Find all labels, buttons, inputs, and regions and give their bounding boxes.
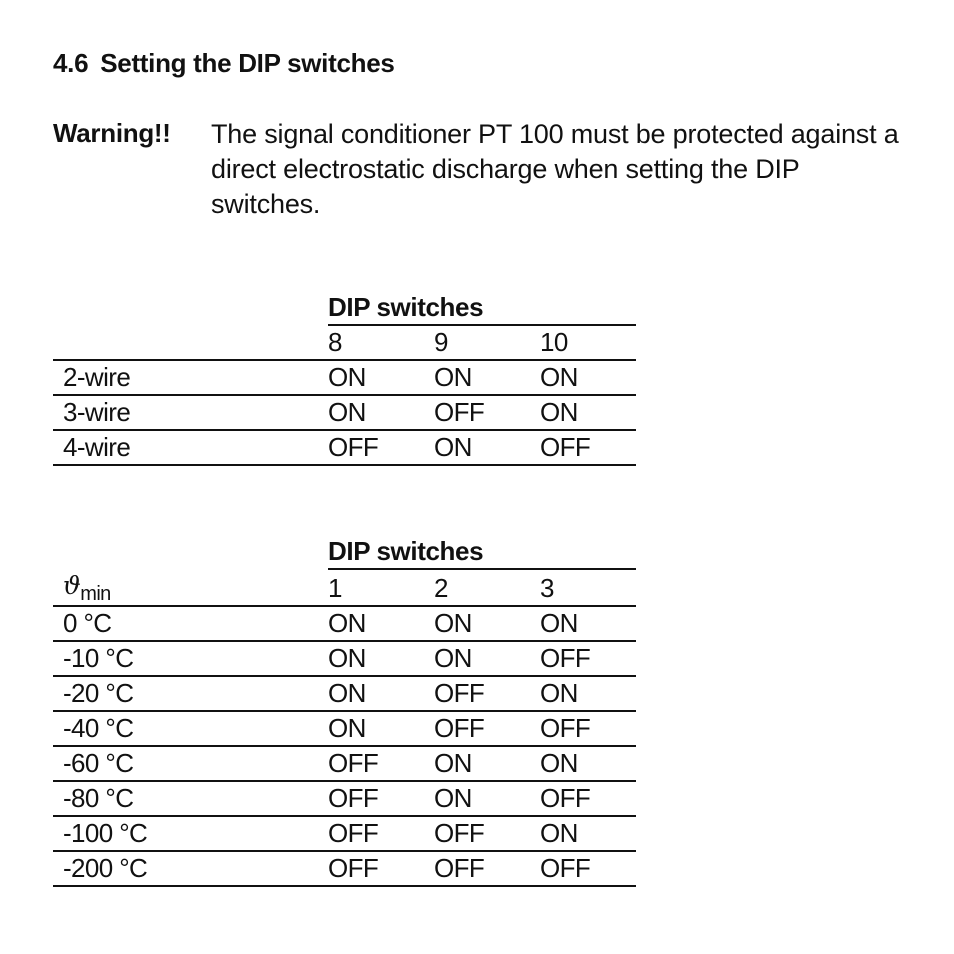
theta-symbol: ϑ — [63, 571, 81, 600]
switch-state: OFF — [328, 746, 434, 781]
switch-state: OFF — [434, 676, 540, 711]
row-label: -80 °C — [53, 781, 328, 816]
table-row — [53, 676, 636, 711]
switch-state: ON — [540, 395, 636, 430]
switch-state: ON — [540, 360, 636, 395]
switch-state: ON — [434, 360, 540, 395]
switch-state: OFF — [434, 395, 540, 430]
section-title: Setting the DIP switches — [100, 48, 395, 78]
switch-state: OFF — [434, 851, 540, 886]
header-cell: 9 — [434, 325, 540, 360]
switch-state: OFF — [328, 781, 434, 816]
table-row — [53, 851, 636, 886]
table-row — [53, 430, 636, 465]
table-row — [53, 641, 636, 676]
row-label: 0 °C — [53, 606, 328, 641]
switch-state: OFF — [434, 711, 540, 746]
table-title: DIP switches — [328, 535, 636, 569]
table-row — [53, 816, 636, 851]
switch-state: OFF — [540, 430, 636, 465]
row-label: 2-wire — [53, 360, 328, 395]
switch-state: ON — [434, 641, 540, 676]
switch-state: ON — [540, 746, 636, 781]
header-cell: 2 — [434, 569, 540, 606]
warning-text: The signal conditioner PT 100 must be protected against a direct electrostatic discharge when setting the DIP switches. — [211, 119, 899, 219]
header-cell: 10 — [540, 325, 636, 360]
switch-state: ON — [328, 676, 434, 711]
switch-state: ON — [434, 746, 540, 781]
warning-label: Warning!! — [53, 118, 171, 148]
table-row — [53, 781, 636, 816]
table-title: DIP switches — [328, 291, 636, 325]
row-label: -10 °C — [53, 641, 328, 676]
switch-state: ON — [540, 676, 636, 711]
switch-state: ON — [540, 606, 636, 641]
switch-state: ON — [434, 606, 540, 641]
table-row — [53, 746, 636, 781]
section-heading — [53, 48, 395, 79]
switch-state: ON — [540, 816, 636, 851]
header-cell — [53, 325, 328, 360]
switch-state: OFF — [540, 851, 636, 886]
row-label: -40 °C — [53, 711, 328, 746]
switch-state: ON — [328, 641, 434, 676]
switch-state: OFF — [328, 816, 434, 851]
row-label: -20 °C — [53, 676, 328, 711]
switch-state: ON — [328, 395, 434, 430]
switch-state: OFF — [328, 851, 434, 886]
row-label: 4-wire — [53, 430, 328, 465]
table-header-row — [53, 569, 636, 606]
table-row — [53, 711, 636, 746]
switch-state: ON — [434, 430, 540, 465]
switch-state: OFF — [434, 816, 540, 851]
header-cell: 3 — [540, 569, 636, 606]
switch-state: OFF — [540, 781, 636, 816]
header-cell: 1 — [328, 569, 434, 606]
header-cell: 8 — [328, 325, 434, 360]
temperature-dip-table — [53, 535, 636, 887]
table-row — [53, 606, 636, 641]
row-label: 3-wire — [53, 395, 328, 430]
switch-state: ON — [328, 360, 434, 395]
wiring-dip-table — [53, 291, 636, 466]
table-header-row — [53, 325, 636, 360]
switch-state: OFF — [540, 711, 636, 746]
theta-min-header — [53, 569, 328, 606]
table-row — [53, 360, 636, 395]
switch-state: OFF — [328, 430, 434, 465]
table-title-row — [53, 291, 636, 325]
row-label: -200 °C — [53, 851, 328, 886]
table-row — [53, 395, 636, 430]
switch-state: OFF — [540, 641, 636, 676]
theta-subscript: min — [80, 583, 111, 605]
switch-state: ON — [434, 781, 540, 816]
switch-state: ON — [328, 606, 434, 641]
table-title-row — [53, 535, 636, 569]
row-label: -100 °C — [53, 816, 328, 851]
section-number: 4.6 — [53, 48, 89, 78]
row-label: -60 °C — [53, 746, 328, 781]
switch-state: ON — [328, 711, 434, 746]
